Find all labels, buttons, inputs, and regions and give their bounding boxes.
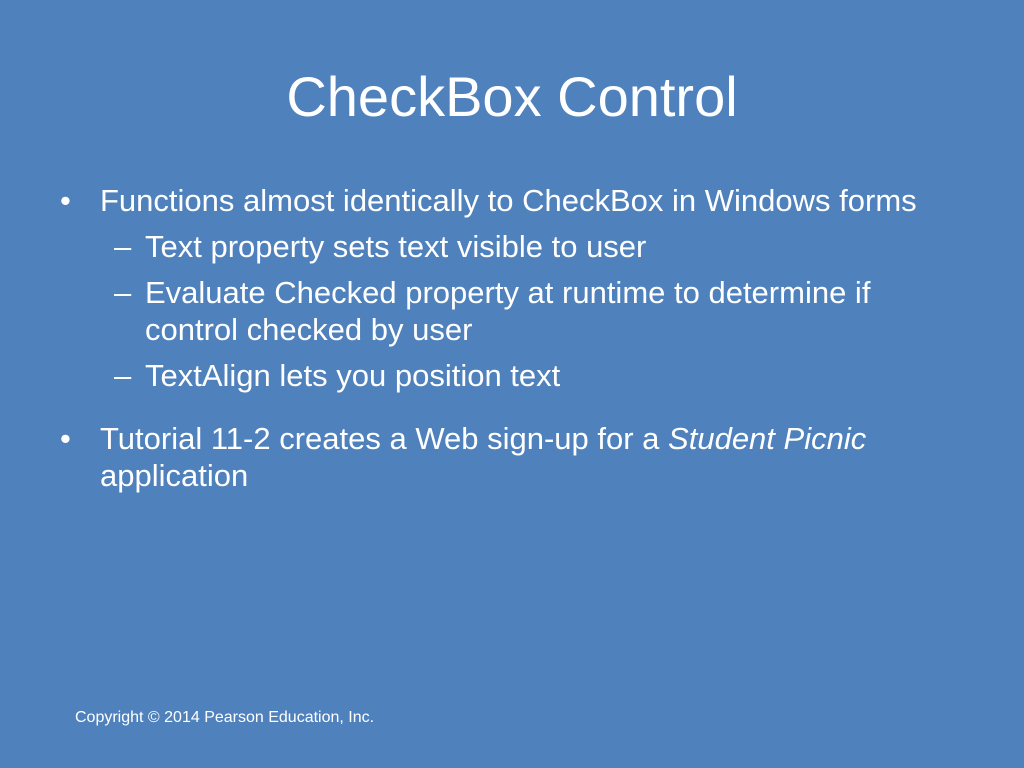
bullet-text-italic: Student Picnic bbox=[668, 421, 867, 456]
bullet-marker: • bbox=[60, 421, 71, 456]
bullet-text: Functions almost identically to CheckBox in Windows forms bbox=[100, 183, 917, 218]
slide-title: CheckBox Control bbox=[286, 65, 738, 128]
slide-content bbox=[56, 182, 966, 494]
sub-bullet-item bbox=[56, 274, 966, 348]
bullet-item bbox=[56, 182, 966, 219]
sub-bullet-text: Text property sets text visible to user bbox=[145, 229, 647, 264]
spacer bbox=[56, 394, 966, 420]
sub-bullet-text: Evaluate Checked property at runtime to determine if control checked by user bbox=[145, 275, 871, 347]
sub-bullet-text: TextAlign lets you position text bbox=[145, 358, 561, 393]
sub-bullet-marker: – bbox=[114, 275, 132, 310]
bullet-item bbox=[56, 420, 966, 494]
sub-bullet-item bbox=[56, 228, 966, 265]
bullet-marker: • bbox=[60, 183, 71, 218]
copyright-footer: Copyright © 2014 Pearson Education, Inc. bbox=[75, 709, 375, 726]
sub-bullet-marker: – bbox=[114, 358, 132, 393]
bullet-text-start: Tutorial 11-2 creates a Web sign-up for a bbox=[100, 421, 669, 456]
sub-bullet-item bbox=[56, 357, 966, 394]
bullet-text-end: application bbox=[100, 458, 249, 493]
sub-bullet-marker: – bbox=[114, 229, 132, 264]
